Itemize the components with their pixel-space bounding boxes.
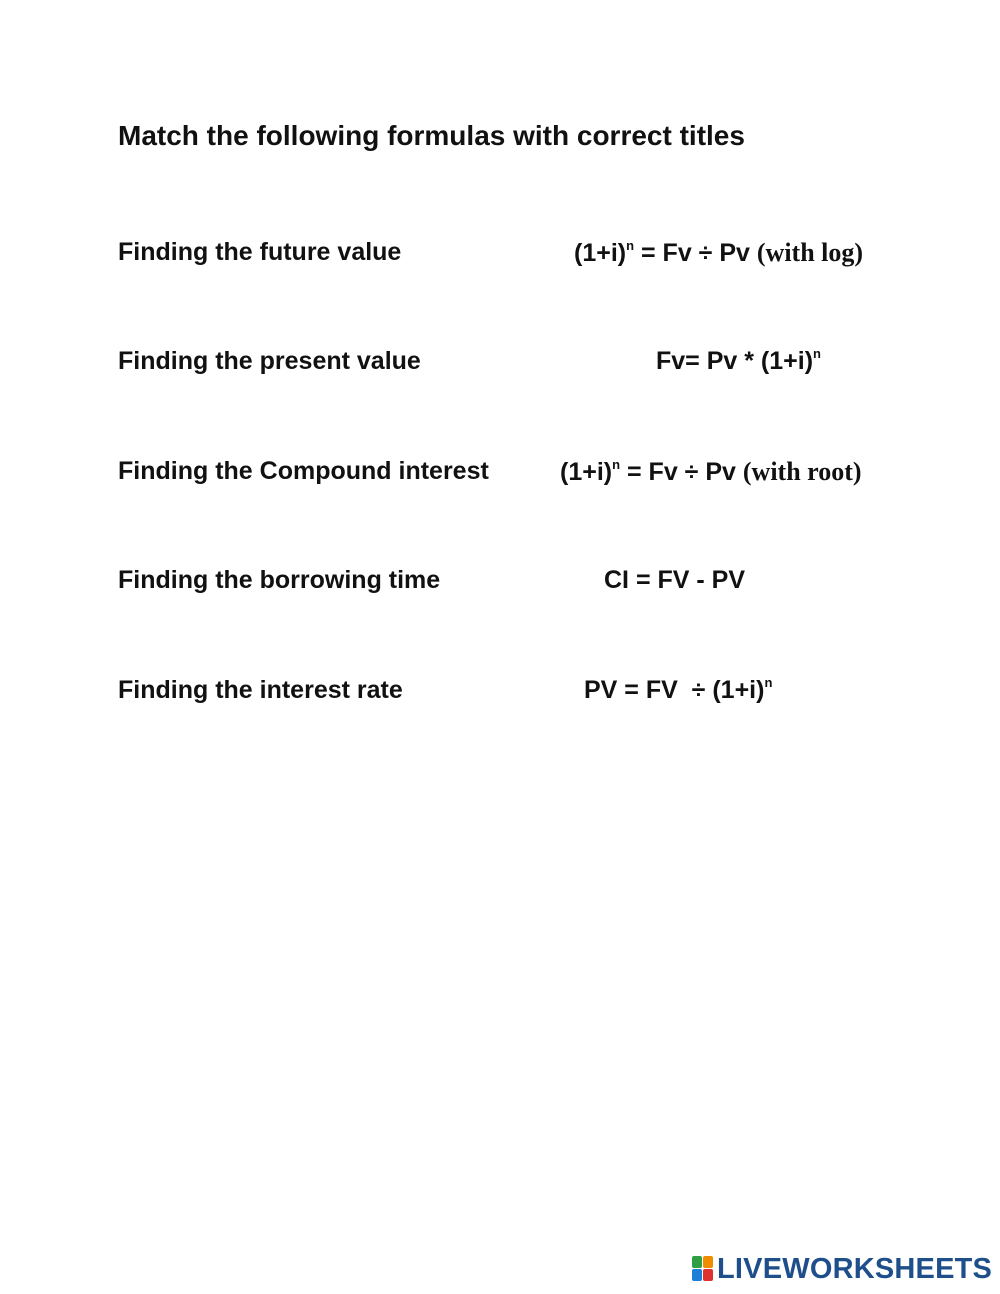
title-borrowing-time: Finding the borrowing time	[118, 566, 441, 594]
liveworksheets-wordmark: LIVEWORKSHEETS	[717, 1252, 993, 1285]
formula-exponent: n	[764, 675, 773, 690]
title-interest-rate: Finding the interest rate	[118, 676, 403, 704]
formula-exponent: n	[813, 346, 821, 361]
formula-with-log	[574, 238, 863, 268]
formula-base: CI = FV - PV	[604, 566, 746, 594]
liveworksheets-logo	[692, 1252, 992, 1286]
liveworksheets-logo-icon	[692, 1256, 714, 1282]
worksheet-title: Match the following formulas with correct titles	[118, 120, 745, 151]
formula-base: (1+i)	[560, 458, 613, 486]
title-compound-interest: Finding the Compound interest	[118, 457, 489, 485]
formula-with-root	[560, 457, 862, 487]
formula-base: PV = FV ÷ (1+i)	[584, 676, 765, 704]
formula-exponent: n	[612, 457, 621, 472]
formula-rest: = Fv ÷ Pv	[627, 458, 736, 486]
formula-base: Fv= Pv * (1+i)	[656, 347, 814, 375]
formula-present-value	[584, 676, 772, 705]
formula-future-value	[656, 347, 821, 376]
formula-note: (with log)	[756, 238, 864, 267]
formula-note: (with root)	[742, 457, 862, 486]
formula-exponent: n	[626, 238, 635, 253]
formula-compound-interest	[604, 566, 745, 595]
formula-base: (1+i)	[574, 239, 627, 267]
title-present-value: Finding the present value	[118, 347, 421, 375]
title-future-value: Finding the future value	[118, 238, 402, 266]
formula-rest: = Fv ÷ Pv	[641, 239, 750, 267]
